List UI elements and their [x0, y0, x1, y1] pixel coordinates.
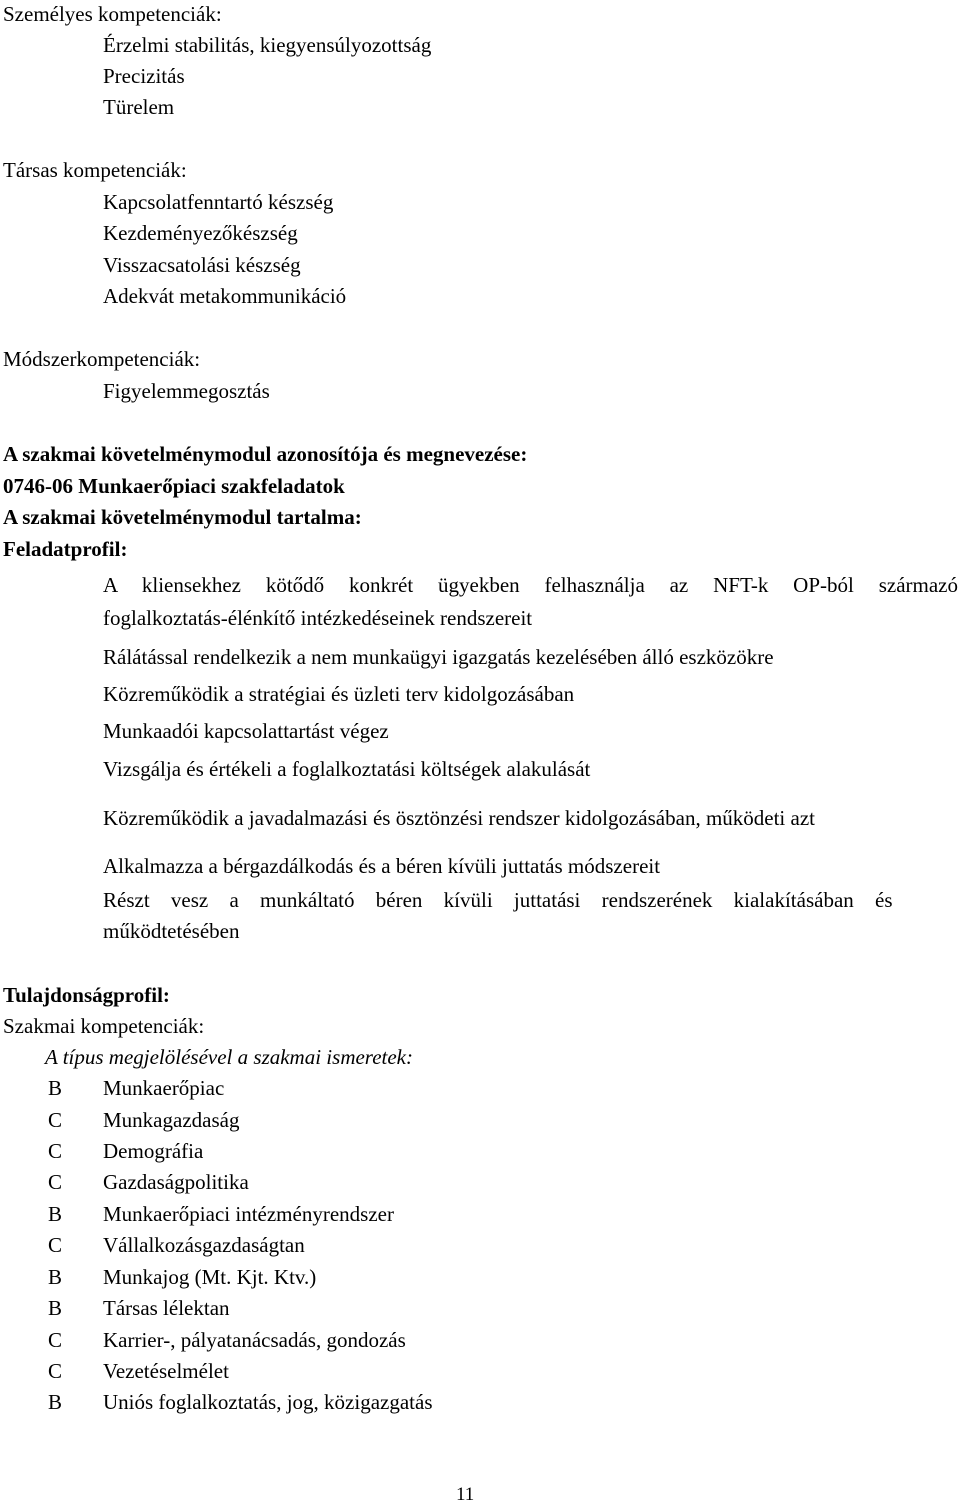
task-line: Rálátással rendelkezik a nem munkaügyi igazgatás kezelésében álló eszközökre: [103, 645, 774, 669]
knowledge-name: Demográfia: [103, 1139, 204, 1163]
social-competences-heading: Társas kompetenciák:: [3, 158, 187, 182]
task-line: Részt vesz a munkáltató béren kívüli juttatási rendszerének kialakításában és: [103, 888, 893, 912]
knowledge-type: B: [48, 1296, 63, 1320]
module-id-value: 0746-06 Munkaerőpiaci szakfeladatok: [3, 474, 345, 498]
knowledge-type: B: [48, 1390, 63, 1414]
type-note: A típus megjelölésével a szakmai ismeretek:: [45, 1045, 413, 1069]
knowledge-name: Munkajog (Mt. Kjt. Ktv.): [103, 1265, 317, 1289]
knowledge-type: C: [48, 1108, 63, 1132]
task-line: foglalkoztatás-élénkítő intézkedéseinek rendszereit: [103, 606, 533, 630]
knowledge-type: C: [48, 1170, 63, 1194]
knowledge-name: Munkaerőpiaci intézményrendszer: [103, 1202, 394, 1226]
professional-competences-heading: Szakmai kompetenciák:: [3, 1014, 205, 1038]
page-number: 11: [456, 1484, 475, 1505]
task-line: Közreműködik a stratégiai és üzleti terv kidolgozásában: [103, 682, 575, 706]
task-line: Vizsgálja és értékeli a foglalkoztatási költségek alakulását: [103, 757, 591, 781]
task-profile-label: Feladatprofil:: [3, 537, 128, 561]
personal-item: Érzelmi stabilitás, kiegyensúlyozottság: [103, 33, 432, 57]
social-item: Kezdeményezőkészség: [103, 221, 298, 245]
personal-competences-heading: Személyes kompetenciák:: [3, 2, 222, 26]
knowledge-name: Munkagazdaság: [103, 1108, 240, 1132]
social-item: Adekvát metakommunikáció: [103, 284, 347, 308]
module-content-label: A szakmai követelménymodul tartalma:: [3, 505, 362, 529]
method-item: Figyelemmegosztás: [103, 379, 270, 403]
method-competences-heading: Módszerkompetenciák:: [3, 347, 201, 371]
property-profile-heading: Tulajdonságprofil:: [3, 983, 170, 1007]
knowledge-type: C: [48, 1328, 63, 1352]
personal-item: Precizitás: [103, 64, 185, 88]
knowledge-name: Munkaerőpiac: [103, 1076, 225, 1100]
knowledge-name: Uniós foglalkoztatás, jog, közigazgatás: [103, 1390, 433, 1414]
personal-item: Türelem: [103, 95, 175, 119]
social-item: Kapcsolatfenntartó készség: [103, 190, 334, 214]
task-line: A kliensekhez kötődő konkrét ügyekben felhasználja az NFT-k OP-ból származó: [103, 573, 958, 597]
knowledge-name: Társas lélektan: [103, 1296, 230, 1320]
knowledge-name: Vezetéselmélet: [103, 1359, 229, 1383]
knowledge-name: Gazdaságpolitika: [103, 1170, 249, 1194]
module-id-label: A szakmai követelménymodul azonosítója és megnevezése:: [3, 442, 528, 466]
task-line: működtetésében: [103, 919, 240, 943]
social-item: Visszacsatolási készség: [103, 253, 301, 277]
knowledge-type: C: [48, 1139, 63, 1163]
task-line: Közreműködik a javadalmazási és ösztönzési rendszer kidolgozásában, működeti azt: [103, 806, 815, 830]
knowledge-name: Karrier-, pályatanácsadás, gondozás: [103, 1328, 406, 1352]
knowledge-name: Vállalkozásgazdaságtan: [103, 1233, 305, 1257]
knowledge-type: B: [48, 1202, 63, 1226]
task-line: Munkaadói kapcsolattartást végez: [103, 719, 389, 743]
knowledge-type: B: [48, 1076, 63, 1100]
knowledge-type: B: [48, 1265, 63, 1289]
knowledge-type: C: [48, 1233, 63, 1257]
knowledge-type: C: [48, 1359, 63, 1383]
task-line: Alkalmazza a bérgazdálkodás és a béren kívüli juttatás módszereit: [103, 854, 661, 878]
